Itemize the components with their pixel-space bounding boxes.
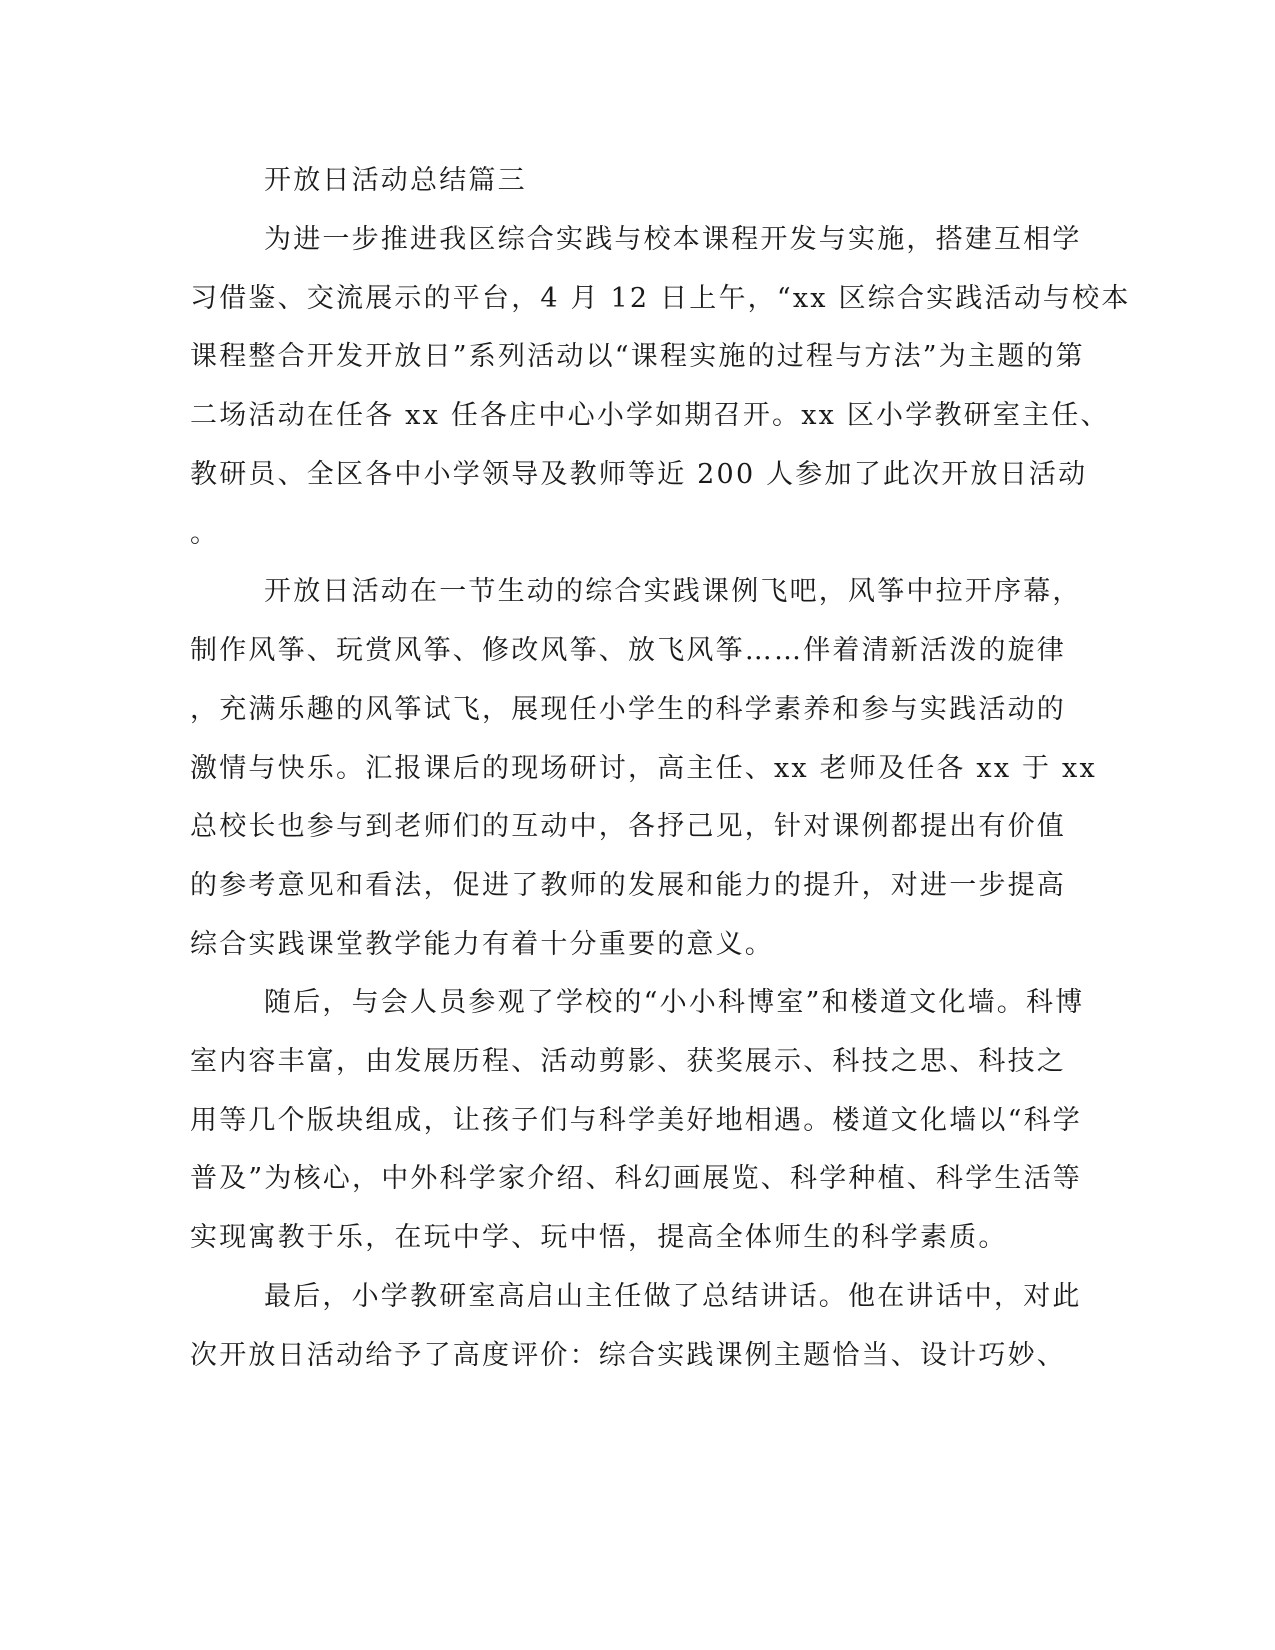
paragraph-1-line-1: 为进一步推进我区综合实践与校本课程开发与实施，搭建互相学	[264, 224, 1082, 255]
paragraph-2-line-2: 制作风筝、玩赏风筝、修改风筝、放飞风筝……伴着清新活泼的旋律	[190, 635, 1066, 666]
paragraph-1-line-2: 习借鉴、交流展示的平台，4 月 12 日上午，“xx 区综合实践活动与校本	[190, 283, 1131, 314]
paragraph-3-line-3: 用等几个版块组成，让孩子们与科学美好地相遇。楼道文化墙以“科学	[190, 1105, 1083, 1136]
paragraph-2-line-1: 开放日活动在一节生动的综合实践课例飞吧，风筝中拉开序幕，	[264, 576, 1082, 607]
document-title: 开放日活动总结篇三	[264, 165, 527, 196]
paragraph-2-line-4: 激情与快乐。汇报课后的现场研讨，高主任、xx 老师及任各 xx 于 xx	[190, 753, 1097, 784]
paragraph-3-line-1: 随后，与会人员参观了学校的“小小科博室”和楼道文化墙。科博	[264, 987, 1085, 1018]
paragraph-2-line-3: ，充满乐趣的风筝试飞，展现任小学生的科学素养和参与实践活动的	[190, 694, 1066, 725]
paragraph-3-line-2: 室内容丰富，由发展历程、活动剪影、获奖展示、科技之思、科技之	[190, 1046, 1066, 1077]
paragraph-1-line-6: 。	[190, 518, 220, 549]
paragraph-2-line-5: 总校长也参与到老师们的互动中，各抒己见，针对课例都提出有价值	[190, 811, 1066, 842]
paragraph-3-line-4: 普及”为核心，中外科学家介绍、科幻画展览、科学种植、科学生活等	[190, 1163, 1083, 1194]
paragraph-2-line-6: 的参考意见和看法，促进了教师的发展和能力的提升，对进一步提高	[190, 870, 1066, 901]
paragraph-3-line-5: 实现寓教于乐，在玩中学、玩中悟，提高全体师生的科学素质。	[190, 1222, 1008, 1253]
paragraph-4-line-2: 次开放日活动给予了高度评价：综合实践课例主题恰当、设计巧妙、	[190, 1340, 1066, 1371]
paragraph-1-line-3: 课程整合开发开放日”系列活动以“课程实施的过程与方法”为主题的第	[190, 341, 1085, 372]
paragraph-2-line-7: 综合实践课堂教学能力有着十分重要的意义。	[190, 929, 774, 960]
paragraph-1-line-4: 二场活动在任各 xx 任各庄中心小学如期召开。xx 区小学教研室主任、	[190, 400, 1110, 431]
paragraph-4-line-1: 最后，小学教研室高启山主任做了总结讲话。他在讲话中，对此	[264, 1281, 1082, 1312]
paragraph-1-line-5: 教研员、全区各中小学领导及教师等近 200 人参加了此次开放日活动	[190, 459, 1088, 490]
